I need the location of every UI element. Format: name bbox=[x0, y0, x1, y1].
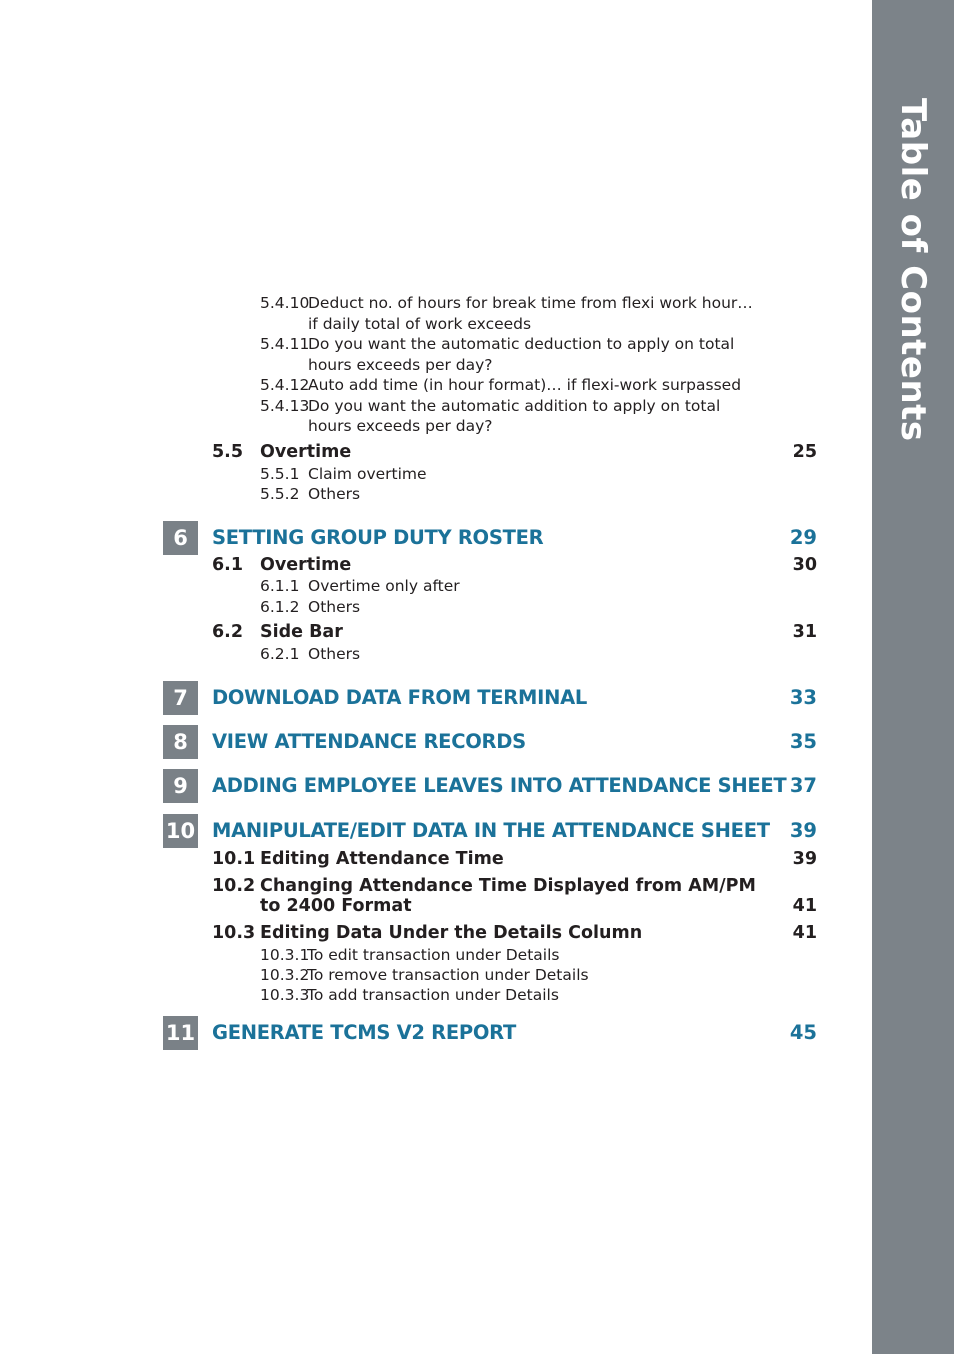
entry-number: 10.3.1 bbox=[260, 946, 310, 964]
entry-number: 6.1.2 bbox=[260, 598, 300, 616]
entry-title: To add transaction under Details bbox=[307, 986, 559, 1004]
section-title: Editing Attendance Time bbox=[260, 849, 504, 869]
section-number: 6.2 bbox=[212, 622, 244, 642]
chapter-title: ADDING EMPLOYEE LEAVES INTO ATTENDANCE SHEET bbox=[212, 774, 787, 797]
section-title: to 2400 Format bbox=[260, 896, 412, 916]
chapter-number-box: 10 bbox=[163, 814, 198, 848]
toc-chapter-8[interactable] bbox=[0, 725, 872, 759]
page-number: 39 bbox=[789, 819, 817, 842]
page-number: 33 bbox=[789, 686, 817, 709]
chapter-number-box: 8 bbox=[163, 725, 198, 759]
entry-number: 5.4.13 bbox=[260, 397, 310, 415]
entry-number: 5.5.2 bbox=[260, 485, 300, 503]
entry-number: 6.2.1 bbox=[260, 645, 300, 663]
entry-title: Do you want the automatic deduction to apply on total bbox=[308, 335, 735, 353]
entry-number: 10.3.2 bbox=[260, 966, 310, 984]
page-number: 41 bbox=[792, 923, 817, 943]
chapter-number-box: 9 bbox=[163, 769, 198, 803]
chapter-title: DOWNLOAD DATA FROM TERMINAL bbox=[212, 686, 588, 709]
page-number: 31 bbox=[792, 622, 817, 642]
page-number: 29 bbox=[789, 526, 817, 549]
section-title: Overtime bbox=[260, 555, 352, 575]
chapter-title: GENERATE TCMS V2 REPORT bbox=[212, 1021, 517, 1044]
section-number: 10.3 bbox=[212, 923, 256, 943]
page-number: 39 bbox=[792, 849, 817, 869]
entry-title: Auto add time (in hour format)… if flexi-work surpassed bbox=[308, 376, 742, 394]
entry-title: Others bbox=[308, 598, 361, 616]
entry-number: 5.4.10 bbox=[260, 294, 310, 312]
page-number: 35 bbox=[789, 730, 817, 753]
chapter-number-box: 7 bbox=[163, 681, 198, 715]
entry-number: 6.1.1 bbox=[260, 577, 300, 595]
sidebar-title: Table of Contents bbox=[893, 98, 933, 442]
section-title: Side Bar bbox=[260, 622, 343, 642]
toc-chapter-6[interactable] bbox=[0, 521, 872, 555]
entry-title: Deduct no. of hours for break time from flexi work hour… bbox=[308, 294, 753, 312]
chapter-title: VIEW ATTENDANCE RECORDS bbox=[212, 730, 526, 753]
section-number: 5.5 bbox=[212, 442, 244, 462]
toc-chapter-9[interactable] bbox=[0, 769, 872, 803]
entry-title: To edit transaction under Details bbox=[307, 946, 560, 964]
page-number: 37 bbox=[789, 774, 817, 797]
entry-title: Others bbox=[308, 485, 361, 503]
entry-title: hours exceeds per day? bbox=[308, 356, 493, 374]
toc-chapter-7[interactable] bbox=[0, 681, 872, 715]
page-number: 30 bbox=[792, 555, 817, 575]
chapter-title: SETTING GROUP DUTY ROSTER bbox=[212, 526, 544, 549]
section-title: Overtime bbox=[260, 442, 352, 462]
entry-title: Overtime only after bbox=[308, 577, 460, 595]
toc-chapter-11[interactable] bbox=[0, 1016, 872, 1050]
entry-title: Do you want the automatic addition to apply on total bbox=[308, 397, 721, 415]
page-number: 25 bbox=[792, 442, 817, 462]
entry-number: 5.4.12 bbox=[260, 376, 310, 394]
toc-chapter-10[interactable] bbox=[0, 814, 872, 848]
section-title: Changing Attendance Time Displayed from AM/PM bbox=[260, 876, 756, 896]
entry-number: 10.3.3 bbox=[260, 986, 310, 1004]
entry-title: Claim overtime bbox=[308, 465, 427, 483]
section-number: 6.1 bbox=[212, 555, 244, 575]
chapter-number-box: 11 bbox=[163, 1016, 198, 1050]
section-number: 10.2 bbox=[212, 876, 256, 896]
entry-number: 5.4.11 bbox=[260, 335, 310, 353]
entry-title: if daily total of work exceeds bbox=[308, 315, 532, 333]
section-title: Editing Data Under the Details Column bbox=[260, 923, 643, 943]
page-number: 41 bbox=[792, 896, 817, 916]
entry-number: 5.5.1 bbox=[260, 465, 300, 483]
page-number: 45 bbox=[789, 1021, 817, 1044]
entry-title: To remove transaction under Details bbox=[307, 966, 589, 984]
entry-title: hours exceeds per day? bbox=[308, 417, 493, 435]
entry-title: Others bbox=[308, 645, 361, 663]
chapter-number-box: 6 bbox=[163, 521, 198, 555]
section-number: 10.1 bbox=[212, 849, 256, 869]
chapter-title: MANIPULATE/EDIT DATA IN THE ATTENDANCE SHEET bbox=[212, 819, 770, 842]
